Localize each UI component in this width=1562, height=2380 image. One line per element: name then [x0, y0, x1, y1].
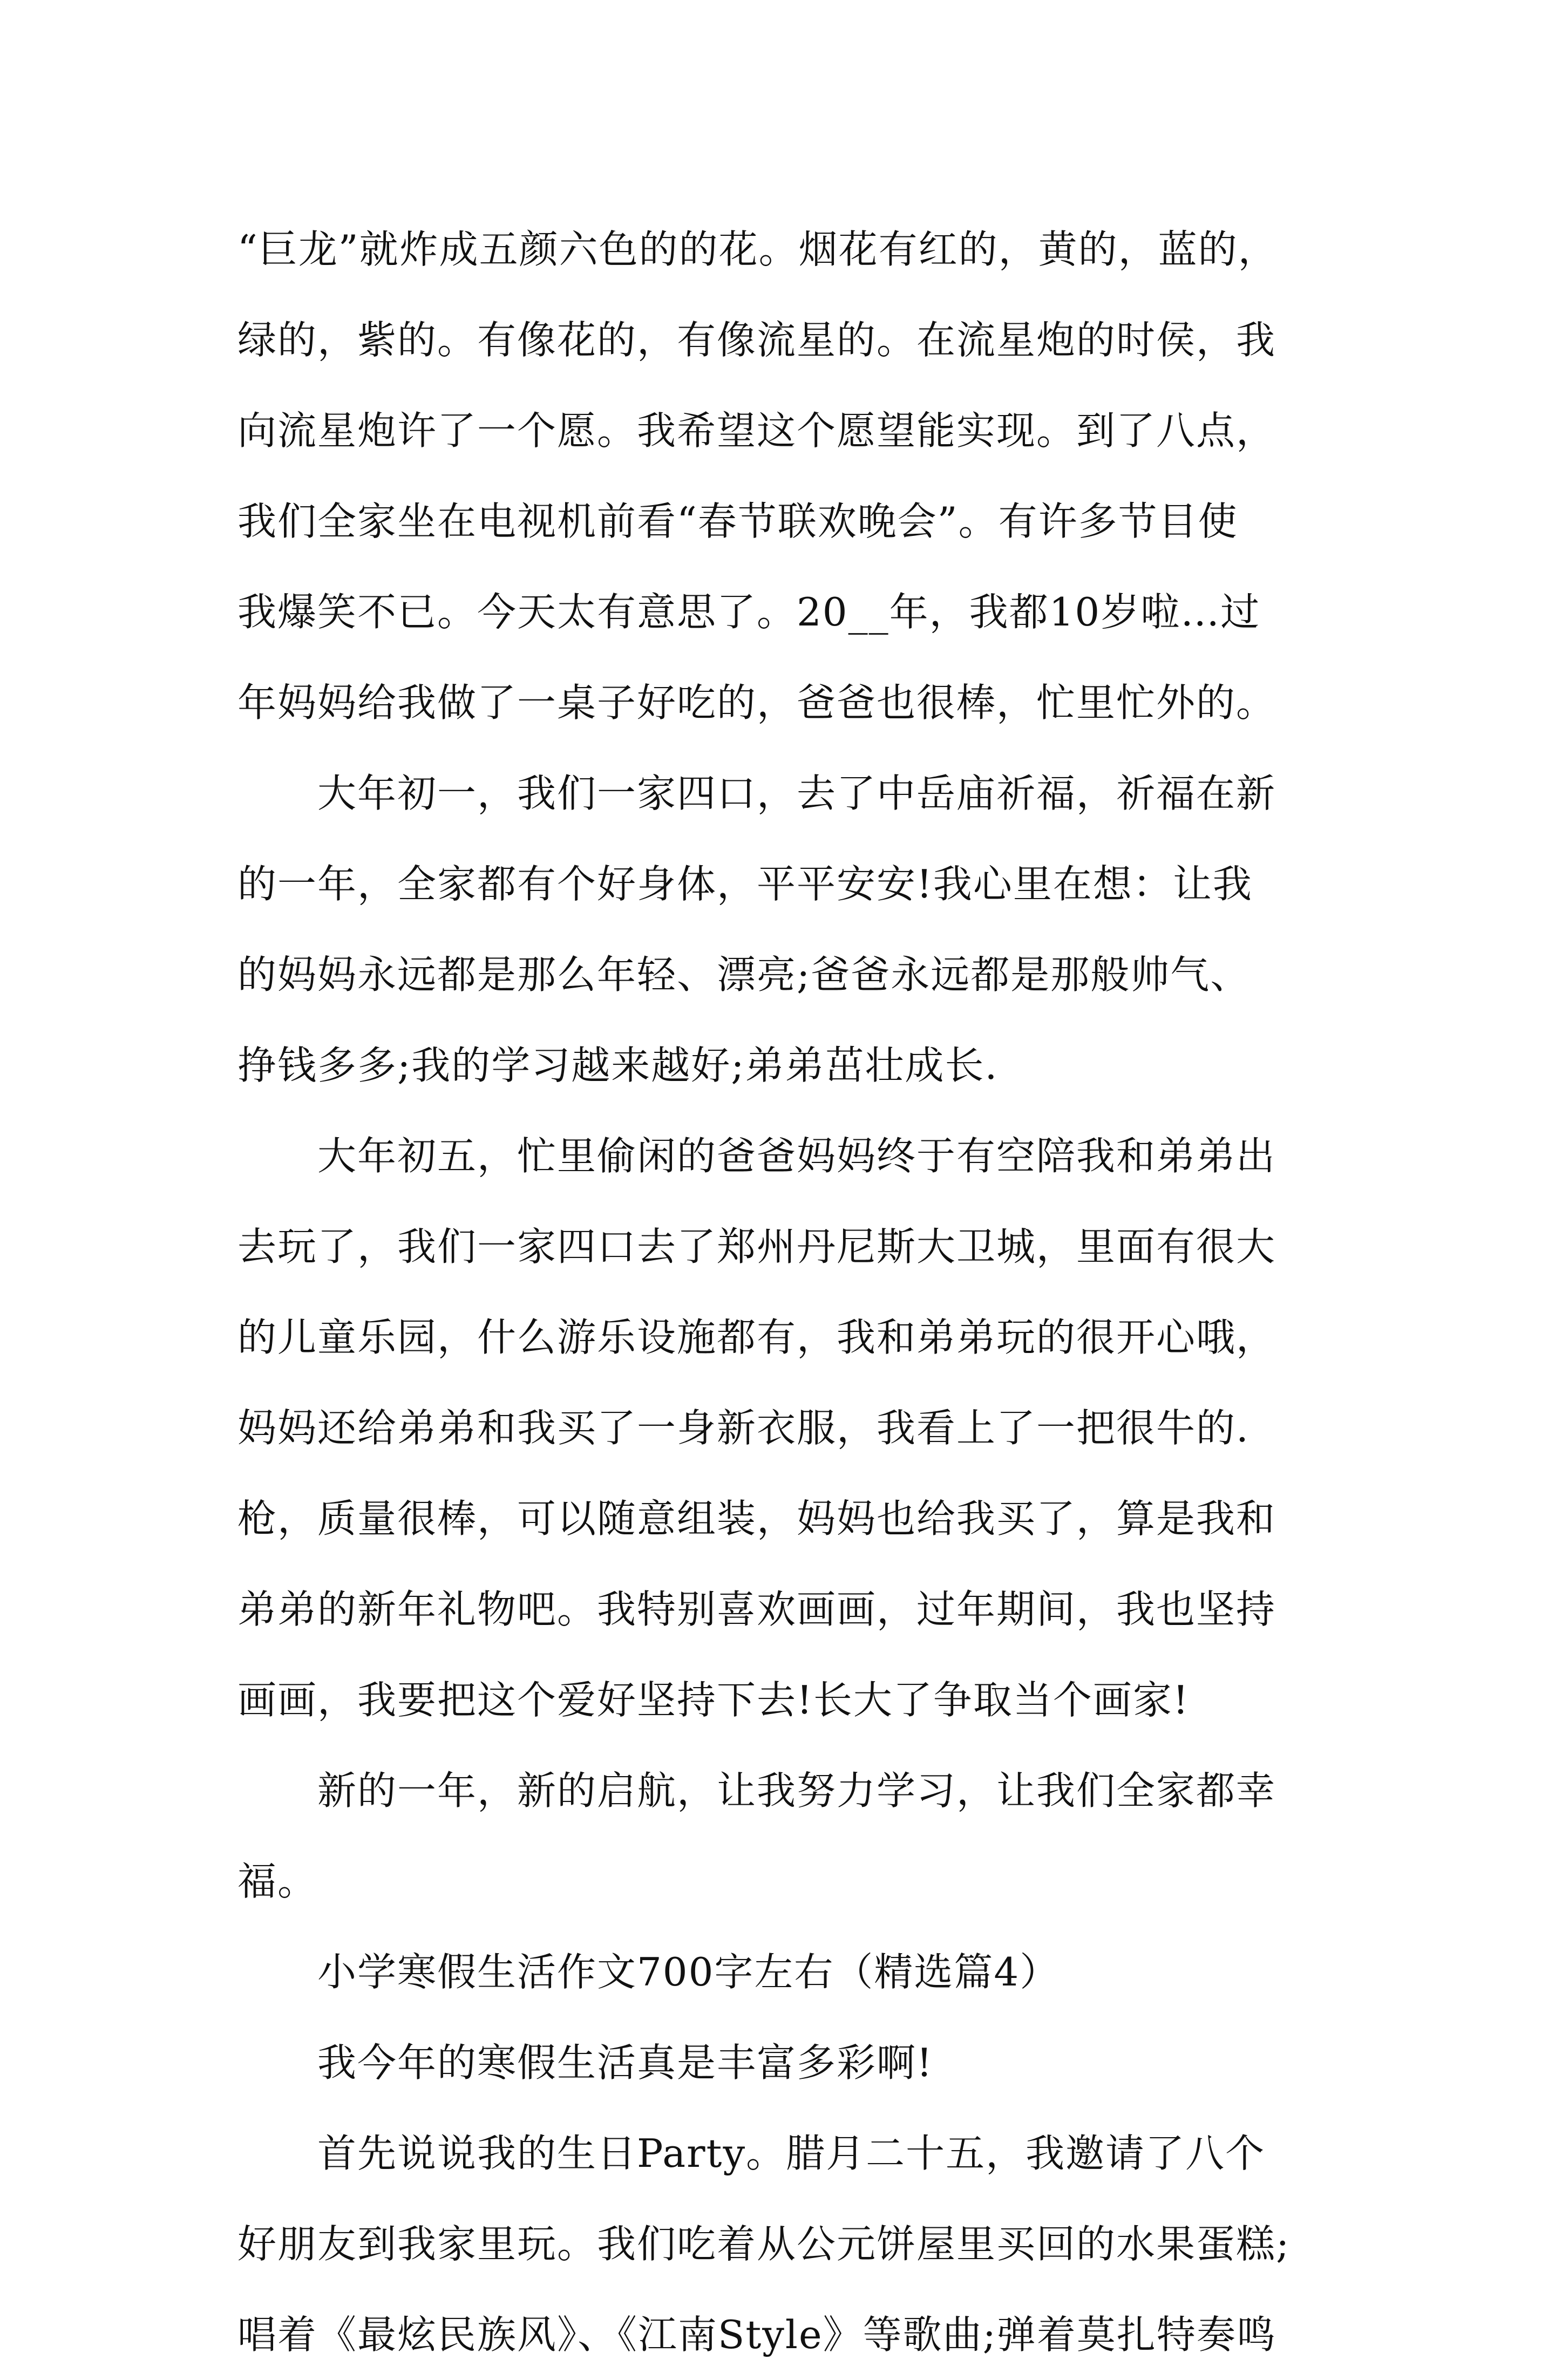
text-line-15: 枪，质量很棒，可以随意组装，妈妈也给我买了，算是我和	[237, 1496, 1276, 1541]
text-line-1: “巨龙”就炸成五颜六色的的花。烟花有红的，黄的，蓝的，	[237, 227, 1278, 272]
text-line-11: 大年初五，忙里偷闲的爸爸妈妈终于有空陪我和弟弟出	[317, 1133, 1276, 1179]
text-line-6: 年妈妈给我做了一桌子好吃的，爸爸也很棒，忙里忙外的。	[237, 680, 1276, 725]
text-line-8: 的一年，全家都有个好身体，平平安安!我心里在想：让我	[237, 861, 1253, 907]
text-line-2: 绿的，紫的。有像花的，有像流星的。在流星炮的时侯，我	[237, 317, 1276, 363]
section-heading: 小学寒假生活作文700字左右（精选篇4）	[317, 1949, 1060, 1995]
text-line-4: 我们全家坐在电视机前看“春节联欢晚会”。有许多节目使	[237, 499, 1238, 544]
text-line-19: 福。	[237, 1859, 318, 1904]
text-line-7: 大年初一，我们一家四口，去了中岳庙祈福，祈福在新	[317, 771, 1276, 816]
text-line-16: 弟弟的新年礼物吧。我特别喜欢画画，过年期间，我也坚持	[237, 1587, 1276, 1632]
text-line-17: 画画，我要把这个爱好坚持下去!长大了争取当个画家!	[237, 1677, 1190, 1723]
text-line-18: 新的一年，新的启航，让我努力学习，让我们全家都幸	[317, 1768, 1276, 1813]
text-line-14: 妈妈还给弟弟和我买了一身新衣服，我看上了一把很牛的.	[237, 1405, 1249, 1451]
text-line-5: 我爆笑不已。今天太有意思了。20__年，我都10岁啦…过	[237, 589, 1261, 635]
text-line-22: 首先说说我的生日Party。腊月二十五，我邀请了八个	[317, 2131, 1266, 2176]
essay-text	[237, 204, 1339, 2380]
text-line-23: 好朋友到我家里玩。我们吃着从公元饼屋里买回的水果蛋糕;	[237, 2221, 1291, 2267]
text-line-3: 向流星炮许了一个愿。我希望这个愿望能实现。到了八点，	[237, 408, 1276, 453]
text-line-13: 的儿童乐园，什么游乐设施都有，我和弟弟玩的很开心哦，	[237, 1315, 1276, 1360]
text-line-12: 去玩了，我们一家四口去了郑州丹尼斯大卫城，里面有很大	[237, 1224, 1276, 1269]
text-line-10: 挣钱多多;我的学习越来越好;弟弟茁壮成长.	[237, 1043, 999, 1088]
text-line-21: 我今年的寒假生活真是丰富多彩啊!	[317, 2040, 933, 2085]
text-line-24: 唱着《最炫民族风》、《江南Style》等歌曲;弹着莫扎特奏鸣	[237, 2312, 1276, 2357]
text-line-9: 的妈妈永远都是那么年轻、漂亮;爸爸永远都是那般帅气、	[237, 952, 1251, 997]
